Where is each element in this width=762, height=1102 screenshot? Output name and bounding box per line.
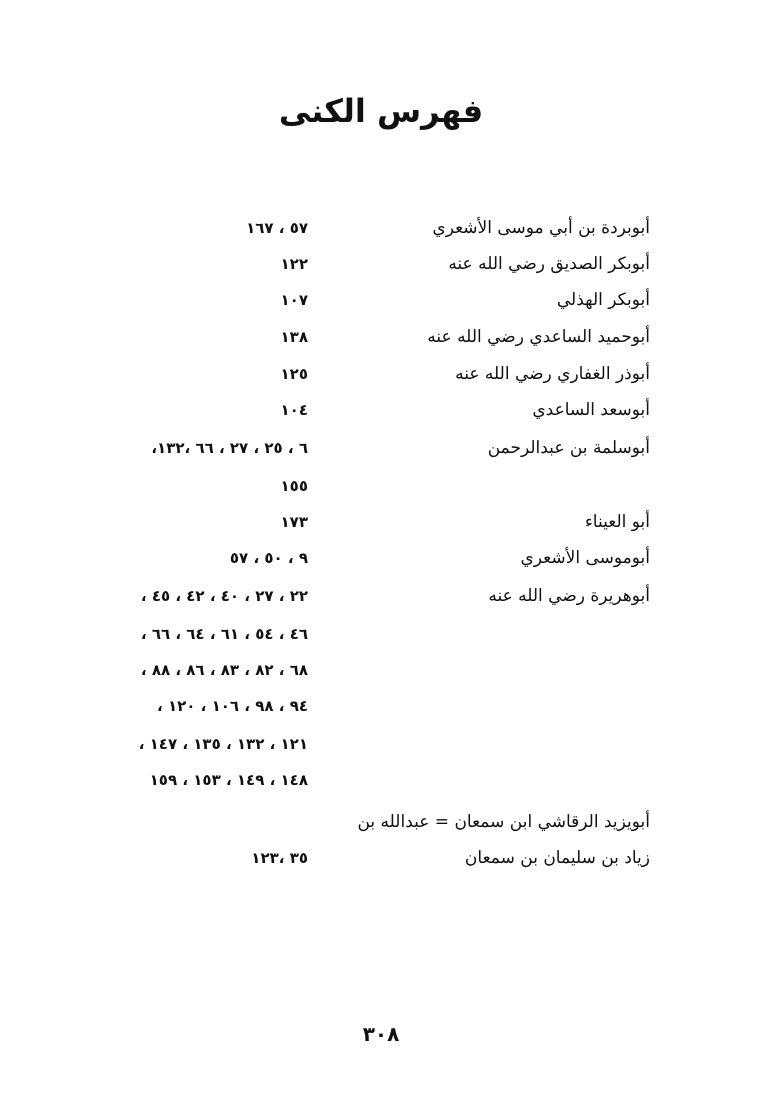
entry-pages: ٥٧ ، ١٦٧ <box>246 219 308 237</box>
entry-pages: ٦٨ ، ٨٢ ، ٨٣ ، ٨٦ ، ٨٨ ، <box>140 661 308 679</box>
index-entry <box>60 762 660 798</box>
index-entry <box>60 688 660 724</box>
index-entry <box>60 356 660 392</box>
page-number: ٣٠٨ <box>362 1022 400 1046</box>
index-entry <box>60 578 660 614</box>
index-entry <box>60 840 660 876</box>
entry-name: أبوسلمة بن عبدالرحمن <box>487 438 650 458</box>
entry-name: أبوبكر الهذلي <box>556 290 650 310</box>
index-entry <box>60 430 660 466</box>
entry-pages: ١٥٥ <box>280 477 308 495</box>
entry-pages: ١٢٥ <box>280 365 308 383</box>
entry-name: أبوهريرة رضي الله عنه <box>488 586 650 606</box>
entry-pages: ١٢٢ <box>280 255 308 273</box>
entry-name: أبوبردة بن أبي موسى الأشعري <box>432 218 650 238</box>
index-entry <box>60 504 660 540</box>
entry-pages: ٢٢ ، ٢٧ ، ٤٠ ، ٤٢ ، ٤٥ ، <box>140 587 308 605</box>
entry-name: أبوموسى الأشعري <box>520 548 650 568</box>
entry-pages: ١٤٨ ، ١٤٩ ، ١٥٣ ، ١٥٩ <box>149 771 308 789</box>
entry-pages: ١٠٧ <box>280 291 308 309</box>
page-title: فهرس الكنى <box>278 92 484 130</box>
entry-pages: ٩٤ ، ٩٨ ، ١٠٦ ، ١٢٠ ، <box>157 697 308 715</box>
entry-name: أبويزيد الرقاشي ابن سمعان = عبدالله بن <box>357 812 650 832</box>
index-entry <box>60 652 660 688</box>
entry-pages: ٩ ، ٥٠ ، ٥٧ <box>229 549 308 567</box>
index-entry <box>60 282 660 318</box>
entry-name: زياد بن سليمان بن سمعان <box>464 848 650 868</box>
index-entry <box>60 468 660 504</box>
index-entry <box>60 392 660 428</box>
entry-name: أبو العيناء <box>584 512 650 532</box>
index-entry <box>60 210 660 246</box>
entry-pages: ١٣٨ <box>280 328 308 346</box>
entry-pages: ١٢١ ، ١٣٢ ، ١٣٥ ، ١٤٧ ، <box>138 735 308 753</box>
index-entry <box>60 804 660 840</box>
index-entry <box>60 726 660 762</box>
entry-pages: ١٠٤ <box>280 401 308 419</box>
entry-name: أبوبكر الصديق رضي الله عنه <box>448 254 650 274</box>
index-entry <box>60 616 660 652</box>
index-entry <box>60 246 660 282</box>
entry-pages: ١٧٣ <box>280 513 308 531</box>
entry-pages: ٦ ، ٢٥ ، ٢٧ ، ٦٦ ،١٣٢، <box>151 439 308 457</box>
entry-name: أبوحميد الساعدي رضي الله عنه <box>427 327 650 347</box>
entry-pages: ٤٦ ، ٥٤ ، ٦١ ، ٦٤ ، ٦٦ ، <box>140 625 308 643</box>
entry-name: أبوسعد الساعدي <box>532 400 650 420</box>
index-entry <box>60 540 660 576</box>
index-entry <box>60 319 660 355</box>
entry-name: أبوذر الغفاري رضي الله عنه <box>455 364 650 384</box>
entry-pages: ٣٥ ،١٢٣ <box>251 849 308 867</box>
